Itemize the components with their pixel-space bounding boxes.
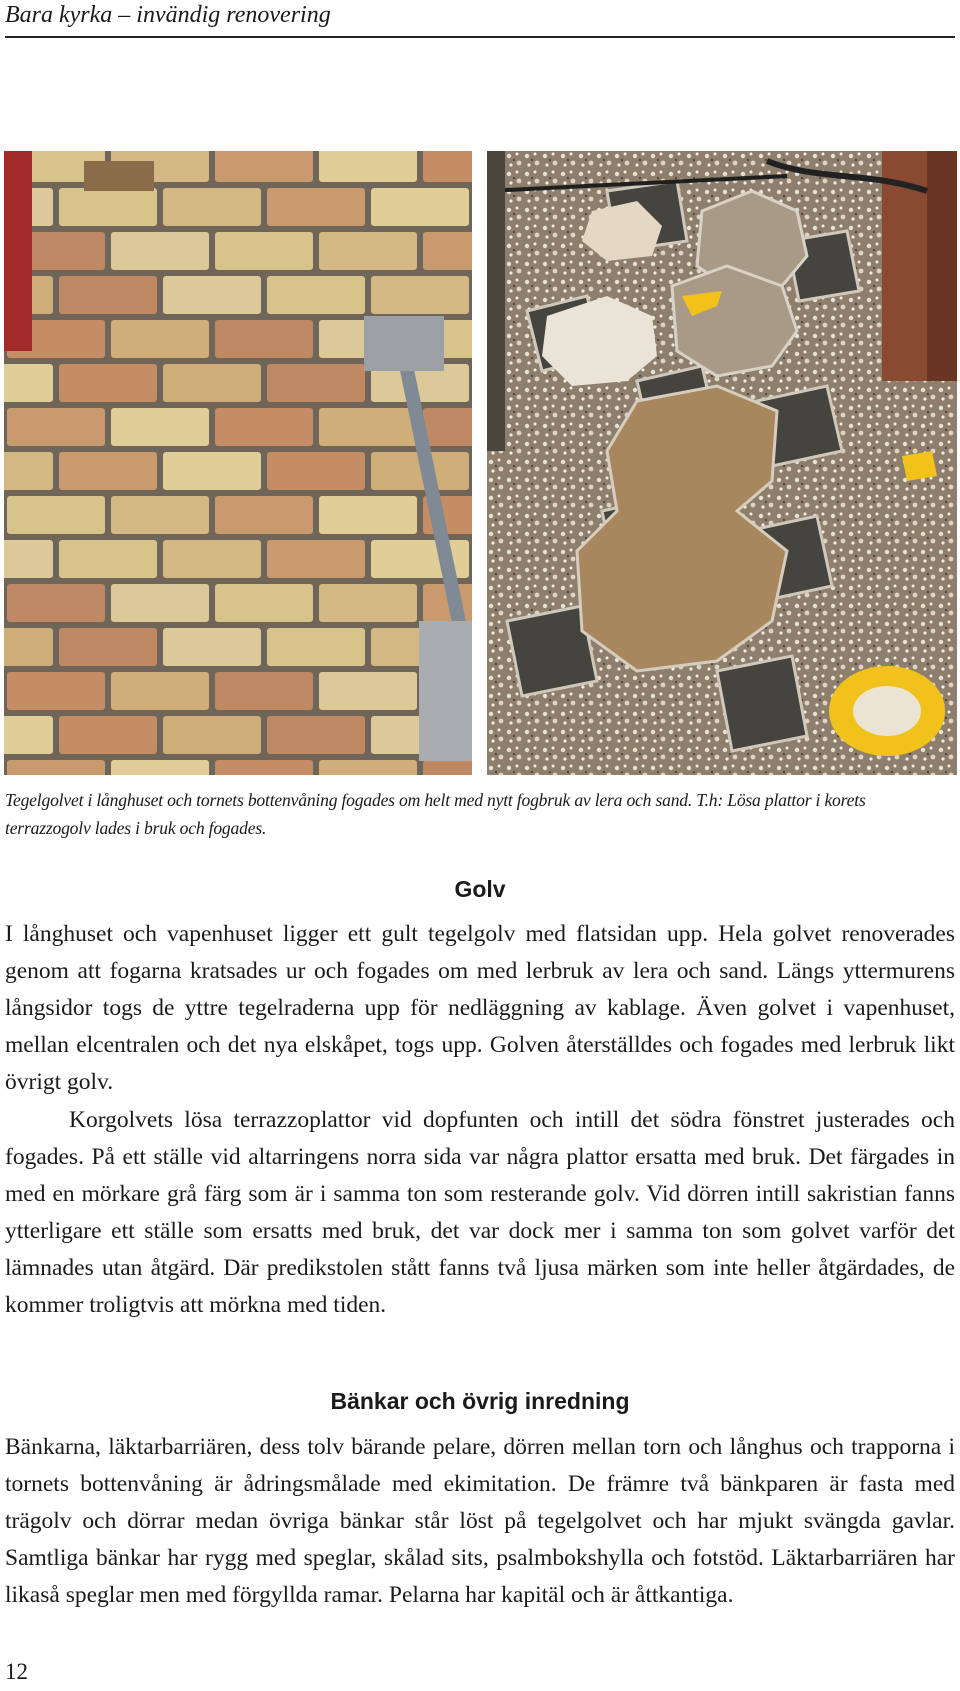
paragraph: Bänkarna, läktarbarriären, dess tolv bärande pelare, dörren mellan torn och långhus och trapporna i tornets bottenvåning är ådringsmålade med ekimitation. De främre två bänkparen är fasta med trägolv och dörrar medan övriga bänkar står löst på tegelgolvet och har mjukt svängda gavlar. Samtliga bänkar har rygg med speglar, skålad sits, psalmbokshylla och fotstöd. Läktarbarriären har likaså speglar men med förgyllda ramar. Pelarna har kapitäl och är åttkantiga.	[5, 1434, 955, 1608]
paragraph: I långhuset och vapenhuset ligger ett gult tegelgolv med flatsidan upp. Hela golvet renoverades genom att fogarna kratsades ur och fogades om med lerbruk av lera och sand. Längs yttermurens långsidor togs de yttre tegelraderna upp för nedläggning av kablage. Även golvet i vapenhuset, mellan elcentralen och det nya elskåpet, togs upp. Golven återställdes och fogades med lerbruk likt övrigt golv.	[5, 921, 955, 1095]
page-number: 12	[5, 1659, 28, 1684]
terrazzo-floor-image	[487, 151, 957, 775]
brick-floor-photo	[4, 151, 472, 775]
section-heading-golv: Golv	[454, 876, 506, 902]
brick-floor-image	[4, 151, 472, 775]
section-heading-bankar: Bänkar och övrig inredning	[330, 1388, 630, 1414]
paragraph: Korgolvets lösa terrazzoplattor vid dopfunten och intill det södra fönstret justerades och fogades. På ett ställe vid altarringens norra sida var några plattor ersatta med bruk. Det färgades in med en mörkare grå färg som är i samma ton som resterande golv. Vid dörren intill sakristian fanns ytterligare ett ställe som ersatts med bruk, det var dock mer i samma ton som golvet varför det lämnades utan åtgärd. Där predikstolen stått fanns två ljusa märken som inte heller åtgärdades, de kommer troligtvis att mörkna med tiden.	[5, 1107, 955, 1318]
header-title: Bara kyrka – invändig renovering	[5, 2, 331, 28]
terrazzo-floor-photo	[487, 151, 957, 775]
figure-caption: Tegelgolvet i långhuset och tornets bottenvåning fogades om helt med nytt fogbruk av lera och sand. T.h: Lösa plattor i korets terrazzogolv lades i bruk och fogades.	[5, 790, 866, 838]
running-header	[5, 0, 955, 38]
